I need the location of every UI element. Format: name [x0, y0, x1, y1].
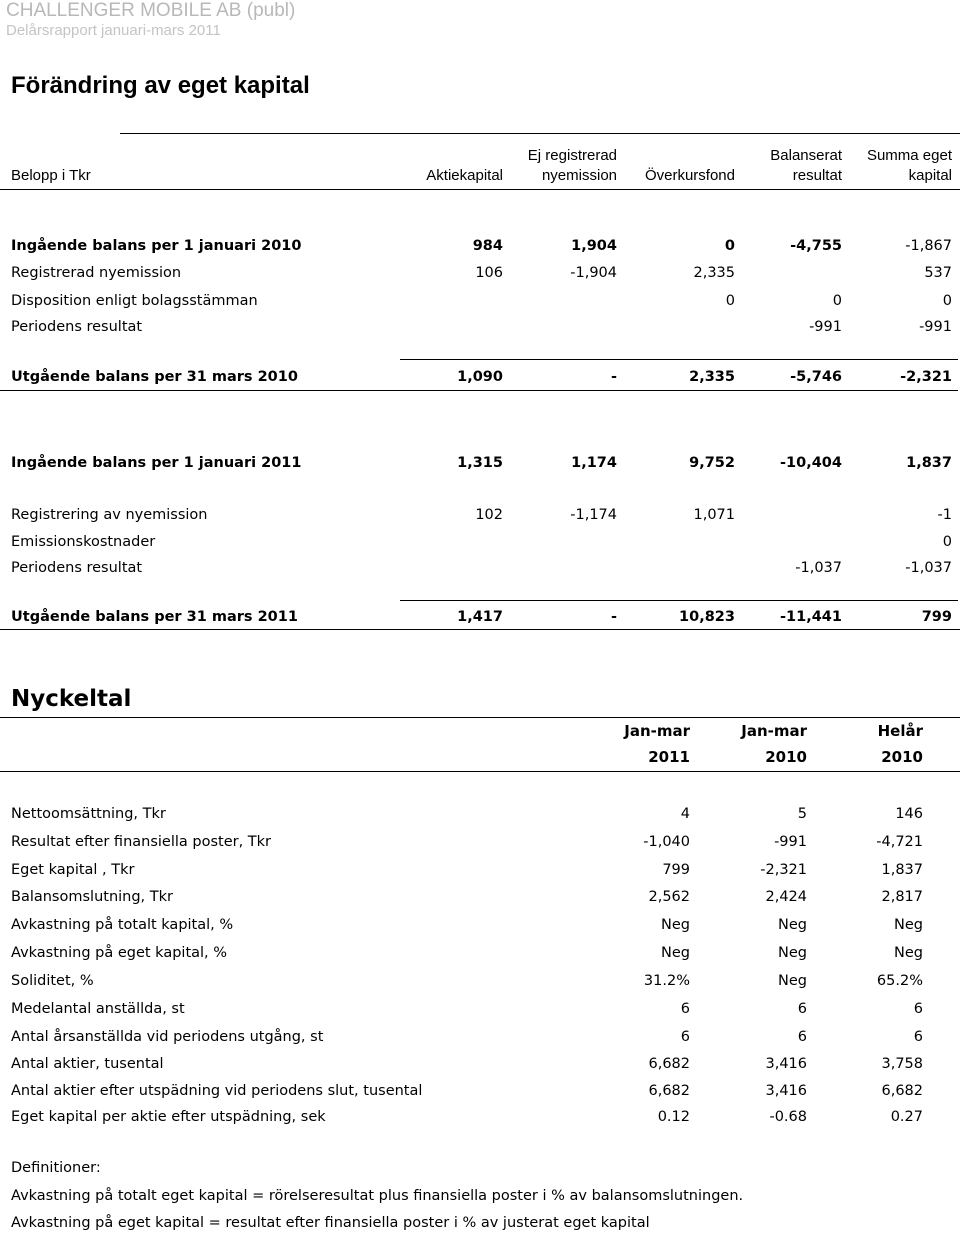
kpi-col-1-bottom: 2011	[648, 748, 690, 766]
definitions-heading: Definitioner:	[11, 1160, 101, 1176]
table-row: Avkastning på totalt kapital, % Neg Neg Neg	[11, 917, 923, 933]
table-row: Antal aktier efter utspädning vid periodens slut, tusental 6,682 3,416 6,682	[11, 1083, 923, 1099]
table-row: Avkastning på eget kapital, % Neg Neg Neg	[11, 945, 923, 961]
col-aktiekapital: Aktiekapital	[426, 167, 503, 184]
kpi-header-top-rule	[0, 717, 960, 718]
table-row: Nettoomsättning, Tkr 4 5 146	[11, 806, 923, 822]
equity-header-bottom-rule	[0, 189, 960, 190]
definition-line: Avkastning på eget kapital = resultat efter finansiella poster i % av justerat eget kapital	[11, 1215, 650, 1231]
table-row: Periodens resultat -1,037 -1,037	[11, 560, 952, 576]
col-ej-registrerad-2: nyemission	[541, 167, 617, 184]
kpi-col-1-top: Jan-mar	[624, 722, 690, 740]
table-row: Periodens resultat -991 -991	[11, 319, 952, 335]
table-row: Eget kapital per aktie efter utspädning, sek 0.12 -0.68 0.27	[11, 1109, 923, 1125]
table-row: Registrerad nyemission 106 -1,904 2,335 537	[11, 265, 952, 281]
table-row: Antal årsanställda vid periodens utgång, st 6 6 6	[11, 1029, 923, 1045]
equity-header-top-rule	[120, 133, 960, 134]
col-balanserat-1: Balanserat	[770, 147, 842, 164]
definition-line: Avkastning på totalt eget kapital = rörelseresultat plus finansiella poster i % av balansomslutningen.	[11, 1188, 744, 1204]
col-ej-registrerad-1: Ej registrerad	[527, 147, 617, 164]
col-belopp: Belopp i Tkr	[11, 167, 91, 184]
table-row: Medelantal anställda, st 6 6 6	[11, 1001, 923, 1017]
report-subtitle: Delårsrapport januari-mars 2011	[6, 22, 221, 39]
table-row: Utgående balans per 31 mars 2011 1,417 - 10,823 -11,441 799	[11, 609, 952, 625]
subtotal-underline	[0, 629, 960, 630]
table-row: Soliditet, % 31.2% Neg 65.2%	[11, 973, 923, 989]
table-row: Emissionskostnader 0	[11, 534, 952, 550]
kpi-col-3-bottom: 2010	[881, 748, 923, 766]
col-overkursfond: Överkursfond	[644, 167, 735, 184]
table-row: Balansomslutning, Tkr 2,562 2,424 2,817	[11, 889, 923, 905]
company-name: CHALLENGER MOBILE AB (publ)	[6, 0, 296, 21]
table-row: Ingående balans per 1 januari 2011 1,315 1,174 9,752 -10,404 1,837	[11, 455, 952, 471]
subtotal-underline	[0, 390, 958, 391]
subtotal-rule	[400, 600, 958, 601]
kpi-col-2-top: Jan-mar	[741, 722, 807, 740]
col-balanserat-2: resultat	[792, 167, 842, 184]
subtotal-rule	[400, 359, 958, 360]
kpi-header-bottom-rule	[0, 771, 960, 772]
kpi-col-2-bottom: 2010	[765, 748, 807, 766]
table-row: Registrering av nyemission 102 -1,174 1,071 -1	[11, 507, 952, 523]
equity-section-title: Förändring av eget kapital	[11, 72, 310, 99]
table-row: Antal aktier, tusental 6,682 3,416 3,758	[11, 1056, 923, 1072]
table-row: Utgående balans per 31 mars 2010 1,090 - 2,335 -5,746 -2,321	[11, 369, 952, 385]
col-summa-1: Summa eget	[866, 147, 952, 164]
table-row: Resultat efter finansiella poster, Tkr -1,040 -991 -4,721	[11, 834, 923, 850]
col-summa-2: kapital	[908, 167, 952, 184]
kpi-col-3-top: Helår	[877, 722, 923, 740]
kpi-section-title: Nyckeltal	[11, 686, 132, 712]
table-row: Disposition enligt bolagsstämman 0 0 0	[11, 293, 952, 309]
table-row: Ingående balans per 1 januari 2010 984 1,904 0 -4,755 -1,867	[11, 238, 952, 254]
table-row: Eget kapital , Tkr 799 -2,321 1,837	[11, 862, 923, 878]
